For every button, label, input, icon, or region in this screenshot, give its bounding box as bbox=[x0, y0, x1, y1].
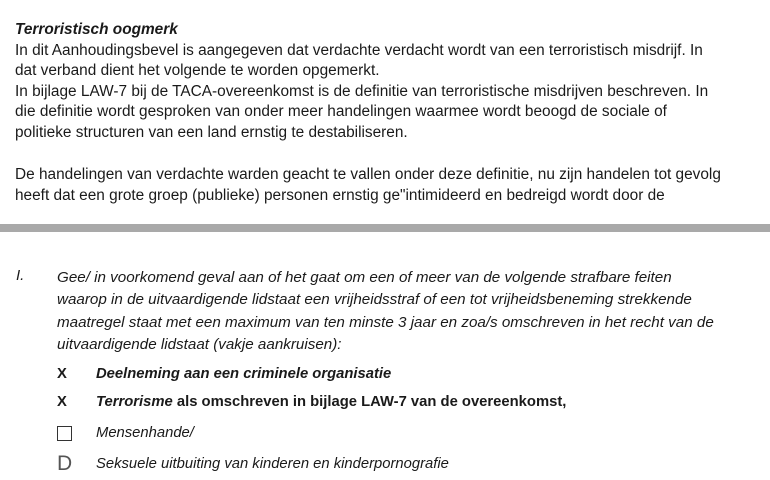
top-section bbox=[15, 20, 770, 206]
text-line: heeft dat een grote groep (publieke) personen ernstig ge"intimideerd en bedreigd wordt door de bbox=[15, 186, 665, 204]
section-number: I. bbox=[16, 267, 25, 284]
checkbox-empty[interactable] bbox=[57, 426, 72, 441]
checklist-item-child-exploitation[interactable] bbox=[57, 452, 770, 480]
checklist-item-human-trafficking[interactable] bbox=[57, 425, 770, 449]
section-title: Terroristisch oogmerk bbox=[15, 21, 178, 38]
item-label: Deelneming aan een criminele organisatie bbox=[96, 366, 392, 382]
form-paragraph bbox=[57, 267, 770, 357]
item-label bbox=[96, 394, 566, 410]
page-divider bbox=[0, 224, 770, 232]
checkbox-glyph[interactable]: D bbox=[57, 452, 73, 475]
paragraph-line: Gee/ in voorkomend geval aan of het gaat om een of meer van de volgende strafbare feiten bbox=[57, 269, 672, 286]
blank-line bbox=[15, 143, 770, 165]
item-label: Seksuele uitbuiting van kinderen en kinderpornografie bbox=[96, 456, 449, 472]
checked-mark[interactable]: X bbox=[57, 394, 67, 410]
checklist-item-terrorism[interactable] bbox=[57, 394, 770, 418]
checked-mark[interactable]: X bbox=[57, 366, 67, 382]
checklist-item-criminal-organisation[interactable] bbox=[57, 366, 770, 390]
paragraph-line: maatregel staat met een maximum van ten minste 3 jaar en zoa/s omschreven in het recht van de bbox=[57, 313, 714, 331]
text-line: In bijlage LAW-7 bij de TACA-overeenkomst is de definitie van terroristische misdrijven beschreven. In bbox=[15, 82, 709, 100]
paragraph-line: waarop in de uitvaardigende lidstaat een vrijheidsstraf of een tot vrijheidsbeneming strekkende bbox=[57, 291, 692, 309]
text-line: dat verband dient het volgende te worden opgemerkt. bbox=[15, 62, 380, 79]
item-label-emphasis: Terrorisme bbox=[96, 394, 173, 410]
text-line: De handelingen van verdachte warden geacht te vallen onder deze definitie, nu zijn handelen tot gevolg bbox=[15, 166, 721, 183]
paragraph-line: uitvaardigende lidstaat (vakje aankruisen): bbox=[57, 336, 342, 354]
text-line: die definitie wordt gesproken van onder meer handelingen waarmee wordt beoogd de sociale of bbox=[15, 103, 667, 120]
text-line: In dit Aanhoudingsbevel is aangegeven dat verdachte verdacht wordt van een terroristisch misdrijf. In bbox=[15, 41, 703, 59]
text-line: politieke structuren van een land ernstig te destabiliseren. bbox=[15, 123, 408, 141]
item-label-rest: als omschreven in bijlage LAW-7 van de overeenkomst, bbox=[172, 394, 567, 410]
item-label: Mensenhande/ bbox=[96, 425, 194, 441]
